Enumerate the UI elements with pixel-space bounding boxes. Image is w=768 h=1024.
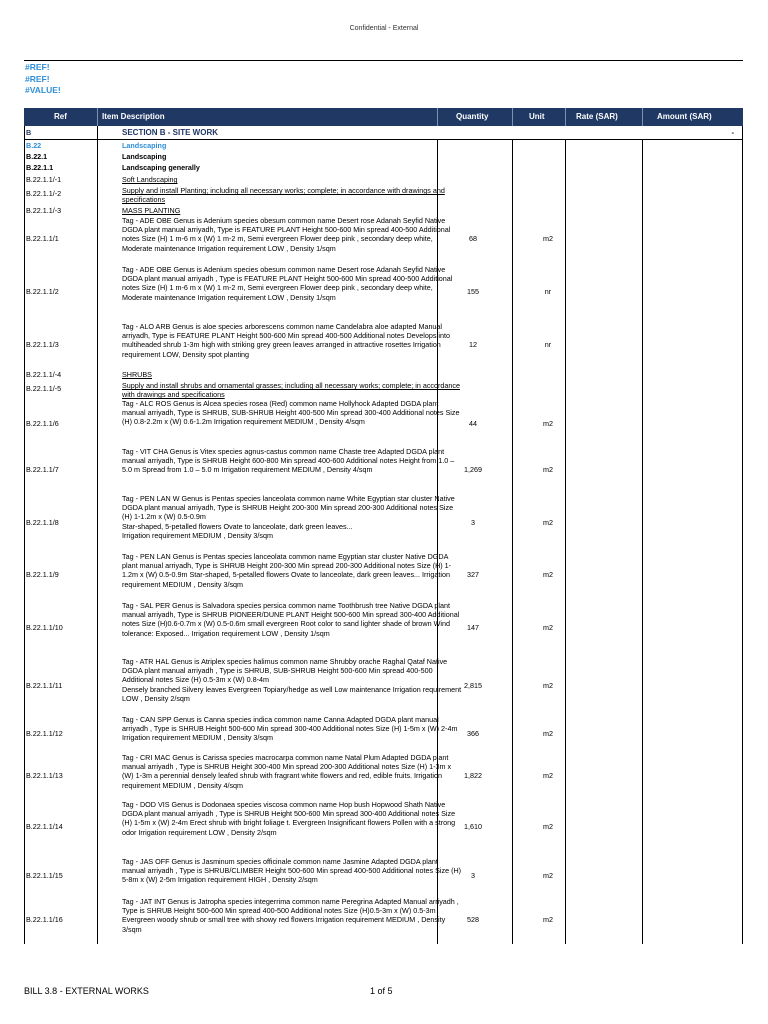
row-ref: B.22.1.1/-2 [26, 189, 62, 198]
row-unit: m2 [543, 681, 553, 690]
table-row [24, 800, 743, 846]
row-quantity: 3 [471, 518, 475, 527]
row-ref: B.22.1.1/-5 [26, 384, 62, 393]
row-ref: B.22.1.1/11 [26, 681, 63, 690]
row-description: Landscaping [122, 141, 167, 150]
row-ref: B.22.1.1/10 [26, 623, 63, 632]
row-unit: m2 [543, 234, 553, 243]
row-description: Tag - ALO ARB Genus is aloe species arborescens common name Candelabra aloe adapted Manual arriyadh, Type is FEATURE PLANT Height 500-600 Min spread 400-500 Additional notes Develops into multiheaded shrub 1-3m high with striking grey green leaves arranged in attractive rosettes Irrigation requirement LOW, Density spot planting [122, 322, 451, 359]
row-unit: m2 [543, 729, 553, 738]
table-row [24, 715, 743, 751]
header-separator [512, 108, 513, 126]
row-unit: m2 [543, 822, 553, 831]
row-unit: nr [544, 340, 552, 349]
row-quantity: 68 [469, 234, 477, 243]
row-unit: m2 [543, 771, 553, 780]
row-unit: m2 [543, 871, 553, 880]
section-ref: B [26, 128, 32, 137]
table-row [24, 601, 743, 647]
row-ref: B.22.1.1/8 [26, 518, 59, 527]
section-title: SECTION B - SITE WORK [122, 128, 218, 137]
row-quantity: 12 [469, 340, 477, 349]
row-description: Tag - CAN SPP Genus is Canna species indica common name Canna Adapted DGDA plant manual arriyadh , Type is SHRUB Height 500-600 Min spread 300-400 Additional notes Size (H) 1-5m x (W) 2-4m Irrigation requirement MEDIUM , Density 3/sqm [122, 715, 458, 743]
row-quantity: 155 [467, 287, 479, 296]
table-row [24, 897, 743, 943]
header-separator [437, 108, 438, 126]
row-description: Tag - PEN LAN W Genus is Pentas species lanceolata common name White Egyptian star cluster Native DGDA plant manual arriyadh, Type is SHRUB Height 200-300 Min spread 200-300 Additional notes Size (H) 1-1.2m x (W) 0.5-0.9m Star-shaped, 5-petalled flowers Ovate to lanceolate, dark green leaves... Irrigation requirement MEDIUM , Density 3/sqm [122, 494, 455, 540]
row-ref: B.22.1.1/1 [26, 234, 59, 243]
row-unit: m2 [543, 623, 553, 632]
row-unit: m2 [543, 419, 553, 428]
table-row [24, 494, 743, 550]
row-description: Tag - ATR HAL Genus is Atriplex species halimus common name Shrubby orache Raghal Qataf Native DGDA plant manual arriyadh , Type is SHRUB, SUB-SHRUB Height 500-600 Min spread 400-500 Additional notes Size (H) 0.5-3m x (W) 0.8-4m Densely branched Silvery leaves Evergreen Topiary/hedge as well Low maintenance Irrigation requirement LOW , Density 2/sqm [122, 657, 462, 703]
row-unit: m2 [543, 570, 553, 579]
row-ref: B.22.1.1 [26, 163, 54, 172]
section-amount: - [731, 128, 734, 137]
row-quantity: 327 [467, 570, 479, 579]
row-ref: B.22.1.1/2 [26, 287, 59, 296]
row-ref: B.22 [26, 141, 42, 150]
col-desc-header: Item Description [102, 112, 165, 121]
row-quantity: 1,610 [464, 822, 482, 831]
table-row [24, 447, 743, 487]
row-description: Tag - ALC ROS Genus is Alcea species rosea (Red) common name Hollyhock Adapted DGDA plant manual arriyadh, Type is SHRUB, SUB-SHRUB Height 400-500 Min spread 300-400 Additional notes Size (H) 0.8-2.2m x (W) 0.6-1.2m Irrigation requirement MEDIUM , Density 4/sqm [122, 399, 460, 427]
row-unit: nr [544, 287, 552, 296]
row-ref: B.22.1.1/3 [26, 340, 59, 349]
row-description: Landscaping generally [122, 163, 200, 172]
table-row [24, 265, 743, 313]
row-description: Supply and install Planting; including all necessary works; complete; in accordance with drawings and specifications [122, 186, 445, 205]
header-separator [97, 108, 98, 126]
row-description: Tag - SAL PER Genus is Salvadora species persica common name Toothbrush tree Native DGDA plant manual arriyadh, Type is SHRUB PIONEER/DUNE PLANT Height 500-600 Min spread 300-400 Additional notes Size (H)0.6-0.7m x (W) 0.5-0.6m small evergreen Root color to sand lighter shade of brown Wind tolerance: Exposed... Irrigation requirement LOW , Density 1/sqm [122, 601, 460, 638]
value-error: #VALUE! [25, 85, 61, 95]
row-description: Tag - JAT INT Genus is Jatropha species integerrima common name Peregrina Adapted Manual arriyadh , Type is SHRUB Height 500-600 Min spread 400-500 Additional notes Size (H)0.5-3m x (W) 0.5-3m Evergreen woody shrub or small tree with showy red flowers Irrigation requirement MEDIUM , Density 3/sqm [122, 897, 459, 934]
row-ref: B.22.1.1/15 [26, 871, 63, 880]
row-quantity: 147 [467, 623, 479, 632]
row-description: Tag - DOD VIS Genus is Dodonaea species viscosa common name Hop bush Hopwood Shath Native DGDA plant manual arriyadh , Type is SHRUB Height 500-600 Min spread 300-400 Additional notes Size (H) 1-5m x (W) 2-4m Erect shrub with bright foliage t. Evergreen Insignificant flowers Pollen with a strong odor Irrigation requirement LOW , Density 2/sqm [122, 800, 456, 837]
row-description: Landscaping [122, 152, 167, 161]
page-number: 1 of 5 [370, 986, 393, 996]
col-unit-header: Unit [529, 112, 545, 121]
row-ref: B.22.1 [26, 152, 48, 161]
row-quantity: 2,815 [464, 681, 482, 690]
row-description: Tag - VIT CHA Genus is Vitex species agnus-castus common name Chaste tree Adapted DGDA plant manual arriyadh, Type is SHRUB Height 600-800 Min spread 400-600 Additional notes Height from 1.0 – 5.0 m Spread from 1.0 – 5.0 m Irrigation requirement MEDIUM , Density 4/sqm [122, 447, 455, 475]
row-ref: B.22.1.1/-3 [26, 206, 62, 215]
table-header [24, 108, 743, 126]
table-row [24, 857, 743, 893]
row-description: Supply and install shrubs and ornamental grasses; including all necessary works; complete; in accordance with drawings and specifications [122, 381, 460, 400]
bill-title: BILL 3.8 - EXTERNAL WORKS [24, 986, 149, 996]
ref-error-1: #REF! [25, 62, 50, 72]
col-ref-header: Ref [54, 112, 67, 121]
row-ref: B.22.1.1/-1 [26, 175, 62, 184]
ref-error-2: #REF! [25, 73, 50, 84]
confidentiality-label: Confidential - External [349, 25, 419, 32]
row-unit: m2 [543, 915, 553, 924]
row-quantity: 1,269 [464, 465, 482, 474]
table-row [24, 657, 743, 713]
header-separator [565, 108, 566, 126]
row-description: Tag - PEN LAN Genus is Pentas species lanceolata common name Egyptian star cluster Native DGDA plant manual arriyadh, Type is SHRUB Height 200-300 Min spread 200-300 Additional notes Size (H) 1-1.2m x (W) 0.5-0.9m Star-shaped, 5-petalled flowers Ovate to lanceolate, dark green leaves... Irrigation requirement MEDIUM , Density 3/sqm [122, 552, 452, 589]
row-ref: B.22.1.1/-4 [26, 370, 62, 379]
header-separator [642, 108, 643, 126]
table-row [24, 753, 743, 799]
row-description: Tag - JAS OFF Genus is Jasminum species officinale common name Jasmine Adapted DGDA plant manual arriyadh , Type is SHRUB/CLIMBER Height 500-600 Min spread 400-500 Additional notes Size (H) 5-8m x (W) 2-5m Irrigation requirement HIGH , Density 2/sqm [122, 857, 462, 885]
row-ref: B.22.1.1/14 [26, 822, 63, 831]
row-description: SHRUBS [122, 370, 152, 379]
row-quantity: 528 [467, 915, 479, 924]
row-quantity: 3 [471, 871, 475, 880]
table-row [24, 552, 743, 598]
row-ref: B.22.1.1/7 [26, 465, 59, 474]
row-ref: B.22.1.1/6 [26, 419, 59, 428]
table-row [24, 322, 743, 368]
grid-line [24, 139, 743, 140]
header-rule [24, 60, 743, 61]
row-description: Tag - ADE OBE Genus is Adenium species obesum common name Desert rose Adanah Seyfid Native DGDA plant manual arriyadh, Type is FEATURE PLANT Height 500-600 Min spread 400-500 Additional notes Size (H) 1 m-6 m x (W) 1 m-2 m, Semi evergreen Flower deep pink , secondary deep white, Moderate maintenance Irrigation requirement LOW , Density 1/sqm [122, 216, 451, 253]
row-quantity: 44 [469, 419, 477, 428]
row-ref: B.22.1.1/9 [26, 570, 59, 579]
error-references [25, 62, 61, 97]
col-rate-header: Rate (SAR) [576, 112, 618, 121]
row-description: Tag - ADE OBE Genus is Adenium species obesum common name Desert rose Adanah Seyfid Native DGDA plant manual arriyadh , Type is FEATURE PLANT Height 500-600 Min spread 400-500 Additional notes Size (H) 1 m-6 m x (W) 1 m-2 m, Semi evergreen Flower deep pink , secondary deep white, Moderate maintenance Irrigation requirement LOW , Density 1/sqm [122, 265, 453, 302]
table-row [24, 399, 743, 439]
row-unit: m2 [543, 465, 553, 474]
row-description: Soft Landscaping [122, 175, 178, 184]
row-quantity: 366 [467, 729, 479, 738]
row-ref: B.22.1.1/16 [26, 915, 63, 924]
row-quantity: 1,822 [464, 771, 482, 780]
row-ref: B.22.1.1/12 [26, 729, 63, 738]
row-description: Tag - CRI MAC Genus is Carissa species macrocarpa common name Natal Plum Adapted DGDA plant manual arriyadh , Type is SHRUB Height 300-400 Min spread 200-300 Additional notes Size (H) 1-3m x (W) 1-3m a perennial densely leafed shrub with fragrant white flowers and red, edible fruits. Irrigation requirement MEDIUM , Density 4/sqm [122, 753, 452, 790]
col-qty-header: Quantity [456, 112, 489, 121]
table-row [24, 216, 743, 262]
row-unit: m2 [543, 518, 553, 527]
row-description: MASS PLANTING [122, 206, 181, 215]
row-ref: B.22.1.1/13 [26, 771, 63, 780]
col-amount-header: Amount (SAR) [657, 112, 712, 121]
